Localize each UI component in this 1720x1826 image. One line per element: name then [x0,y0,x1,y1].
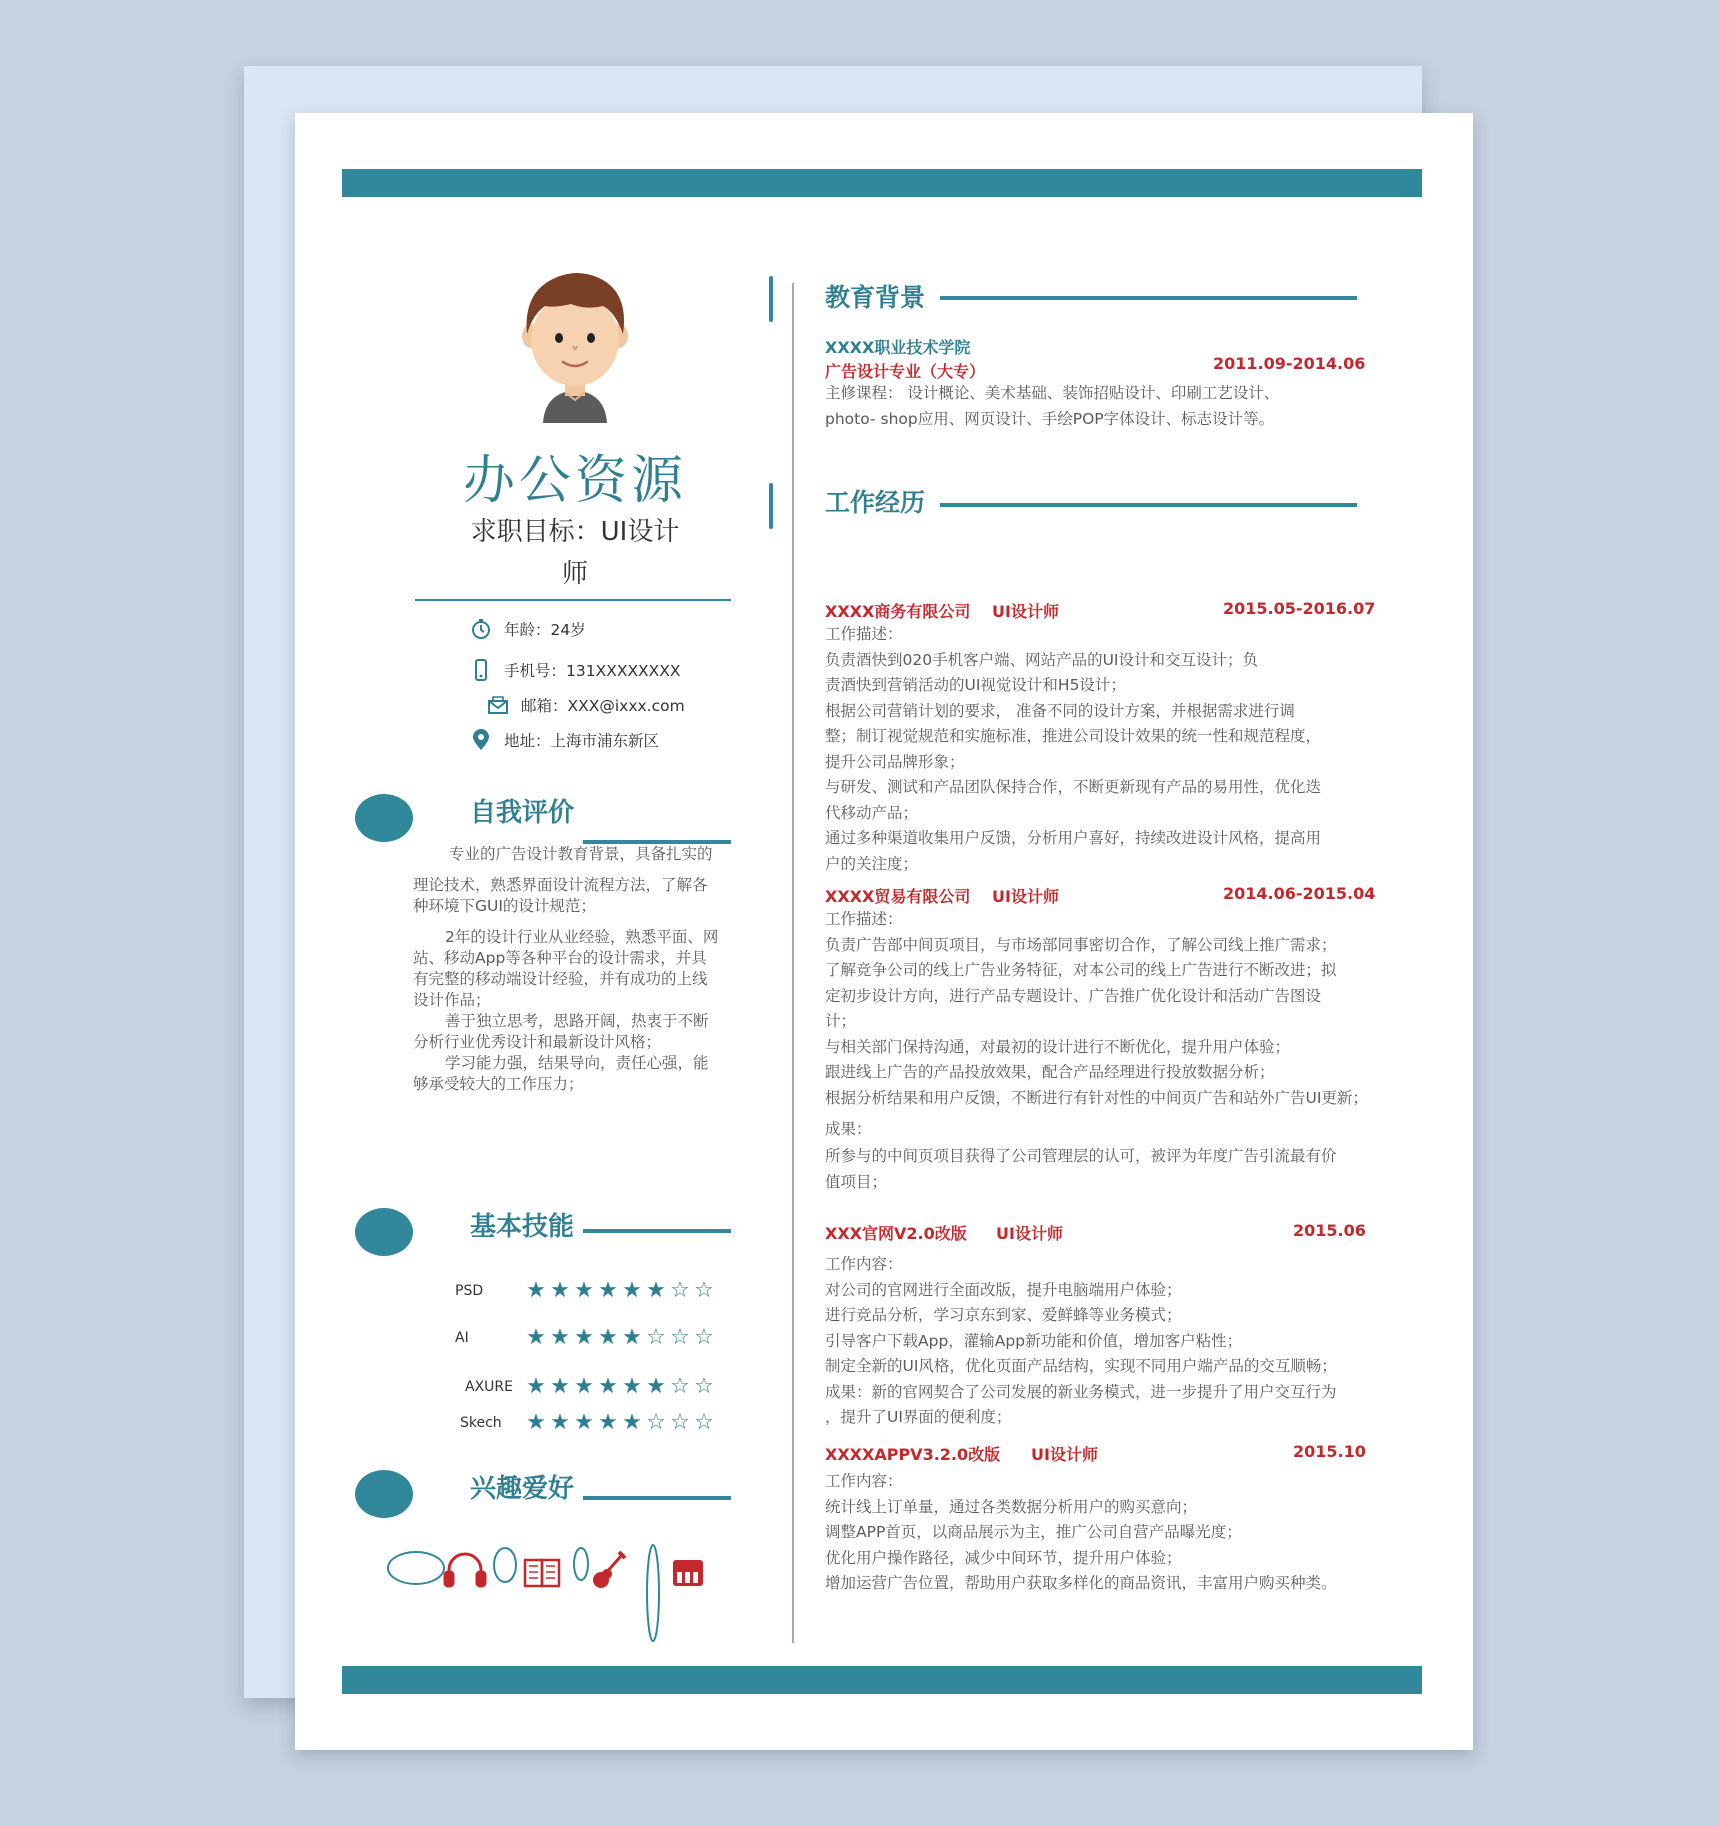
job-result-line: 所参与的中间页项目获得了公司管理层的认可，被评为年度广告引流最有价 [825,1147,1337,1165]
guitar-icon [593,1552,625,1588]
self-eval-line-1: 理论技术，熟悉界面设计流程方法，了解各 [413,876,708,894]
hobby-decor-oval [388,1552,444,1584]
job-goal [455,511,695,595]
candidate-name: 办公资源 [462,451,687,511]
age-text: 年龄：24岁 [504,621,586,639]
star-filled-icon: ★ [646,1374,666,1399]
star-filled-icon: ★ [598,1278,618,1303]
bottom-bar [342,1666,1422,1694]
skill-rating [525,1280,715,1302]
education-title: 教育背景 [825,283,926,312]
job-result-label: 成果： [825,1120,872,1138]
courses-line: 主修课程： 设计概论、美术基础、装饰招贴设计、印刷工艺设计、 [825,384,1280,402]
self-eval-line-4: 站、移动App等各种平台的设计需求，并具 [413,949,707,967]
job-line: 提升公司品牌形象； [825,752,965,771]
job-line: 计； [825,1012,857,1030]
star-filled-icon: ★ [622,1325,642,1350]
avatar [515,268,635,423]
hobbies-line [583,1496,731,1500]
job-line: 调整APP首页，以商品展示为主，推广公司自营产品曝光度； [825,1523,1242,1541]
job-result [825,1144,1385,1195]
courses [825,381,1385,432]
job-line: 与相关部门保持沟通，对最初的设计进行不断优化，提升用户体验； [825,1037,1291,1056]
skill-row [455,1280,715,1302]
self-eval-line-2: 种环境下GUI的设计规范； [413,897,596,915]
skill-row [455,1327,715,1349]
skill-name: AI [455,1330,469,1346]
job-header [825,884,1385,907]
skills-marker [355,1208,413,1256]
self-eval-line-10: 够承受较大的工作压力； [413,1075,584,1093]
self-eval-line-3: 2年的设计行业从业经验，熟悉平面、网 [445,928,719,946]
job-description [825,907,1385,1111]
skill-rating [525,1327,715,1349]
self-eval-marker [355,794,413,842]
star-filled-icon: ★ [550,1374,570,1399]
age-row [470,618,586,640]
job-header [825,599,1385,622]
phone-icon [470,659,492,681]
job-line: 代移动产品； [825,803,919,822]
self-eval-line-6: 设计作品； [413,991,491,1009]
job-line: 通过多种渠道收集用户反馈，分析用户喜好，持续改进设计风格，提高用 [825,829,1322,847]
headphones-icon [445,1554,485,1586]
job-header [825,1221,1385,1244]
star-filled-icon: ★ [646,1278,666,1303]
email-row [487,694,685,716]
job-line: 进行竞品分析，学习京东到家、爱鲜蜂等业务模式； [825,1306,1182,1324]
job-header [825,1442,1385,1465]
courses-line: photo- shop应用、网页设计、手绘POP字体设计、标志设计等。 [825,409,1275,428]
skill-row [460,1412,715,1434]
star-empty-icon: ☆ [670,1374,690,1399]
job-line: 成果：新的官网契合了公司发展的新业务模式，进一步提升了用户交互行为 [825,1382,1337,1401]
job-line: ，提升了UI界面的便利度； [825,1408,1012,1426]
work-title: 工作经历 [825,488,926,517]
self-eval-line-8: 分析行业优秀设计和最新设计风格； [413,1033,662,1051]
self-eval-title: 自我评价 [470,798,575,828]
piano-icon [673,1560,703,1586]
star-filled-icon: ★ [550,1410,570,1435]
star-empty-icon: ☆ [694,1410,714,1435]
job-company: XXXXAPPV3.2.0改版 [825,1445,1001,1464]
job-date: 2015.06 [1293,1221,1366,1240]
job-line: 增加运营广告位置，帮助用户获取多样化的商品资讯，丰富用户购买种类。 [825,1574,1337,1592]
star-empty-icon: ☆ [694,1278,714,1303]
star-filled-icon: ★ [574,1325,594,1350]
skill-name: AXURE [465,1379,513,1395]
star-filled-icon: ★ [550,1278,570,1303]
star-filled-icon: ★ [526,1410,546,1435]
job-date: 2015.10 [1293,1442,1366,1461]
star-filled-icon: ★ [622,1374,642,1399]
profile-divider [415,599,731,601]
phone-text: 手机号：131XXXXXXXX [504,662,681,680]
job-line: 工作描述： [825,910,903,928]
phone-row [470,659,681,681]
star-empty-icon: ☆ [694,1374,714,1399]
job-description [825,1469,1385,1597]
job-company: XXXX贸易有限公司 [825,887,971,906]
star-filled-icon: ★ [574,1374,594,1399]
job-line: 与研发、测试和产品团队保持合作，不断更新现有产品的易用性，优化迭 [825,778,1322,796]
star-empty-icon: ☆ [670,1325,690,1350]
clock-icon [470,618,492,640]
major: 广告设计专业（大专） [825,362,986,381]
star-filled-icon: ★ [598,1325,618,1350]
mail-icon [487,694,509,716]
job-line: 工作描述： [825,625,903,643]
star-empty-icon: ☆ [670,1410,690,1435]
skill-rating [525,1412,715,1434]
address-text: 地址：上海市浦东新区 [504,732,660,750]
star-filled-icon: ★ [598,1410,618,1435]
star-empty-icon: ☆ [646,1410,666,1435]
work-line [940,503,1357,507]
work-timeline-marker [769,483,773,529]
hobby-decor-oval [494,1548,516,1582]
star-filled-icon: ★ [622,1278,642,1303]
skills-line [583,1229,731,1233]
job-line: 整；制订视觉规范和实施标准，推进公司设计效果的统一性和规范程度， [825,727,1322,745]
book-icon [525,1560,559,1586]
self-eval-line-9: 学习能力强，结果导向，责任心强，能 [445,1054,709,1072]
resume-page [295,113,1473,1750]
job-line: 户的关注度； [825,854,919,873]
star-empty-icon: ☆ [646,1325,666,1350]
job-date: 2015.05-2016.07 [1223,599,1376,618]
job-description [825,1252,1385,1431]
job-line: 优化用户操作路径，减少中间环节，提升用户体验； [825,1548,1182,1567]
star-filled-icon: ★ [526,1325,546,1350]
job-line: 责酒快到营销活动的UI视觉设计和H5设计； [825,676,1126,694]
job-line: 引导客户下载App，灌输App新功能和价值，增加客户粘性； [825,1331,1243,1350]
job-line: 工作内容： [825,1255,903,1273]
timeline-line [792,283,794,1643]
star-filled-icon: ★ [622,1410,642,1435]
job-role: UI设计师 [996,1224,1063,1243]
skill-row [465,1376,715,1398]
job-line: 负责广告部中间页项目，与市场部同事密切合作，了解公司线上推广需求； [825,935,1337,954]
job-line: 工作内容： [825,1472,903,1490]
job-role: UI设计师 [992,887,1059,906]
job-result-line: 值项目； [825,1172,888,1191]
star-filled-icon: ★ [574,1278,594,1303]
job-line: 定初步设计方向，进行产品专题设计、广告推广优化设计和活动广告图设 [825,986,1322,1005]
star-filled-icon: ★ [574,1410,594,1435]
hobby-decor-oval [647,1545,659,1641]
star-empty-icon: ☆ [670,1278,690,1303]
job-line: 统计线上订单量，通过各类数据分析用户的购买意向； [825,1497,1198,1516]
job-line: 根据公司营销计划的要求， 准备不同的设计方案，并根据需求进行调 [825,701,1295,720]
job-role: UI设计师 [1031,1445,1098,1464]
location-icon [470,729,492,751]
address-row [470,729,659,751]
hobby-decor-oval [574,1548,588,1580]
self-eval-line-7: 善于独立思考，思路开阔，热衷于不断 [445,1012,709,1030]
education-date: 2011.09-2014.06 [1213,354,1366,373]
star-filled-icon: ★ [526,1374,546,1399]
self-eval-line-0: 专业的广告设计教育背景，具备扎实的 [449,845,713,863]
self-eval-text [413,844,733,1095]
job-line: 跟进线上广告的产品投放效果，配合产品经理进行投放数据分析； [825,1063,1275,1081]
star-filled-icon: ★ [526,1278,546,1303]
job-date: 2014.06-2015.04 [1223,884,1376,903]
star-filled-icon: ★ [550,1325,570,1350]
job-company: XXX官网V2.0改版 [825,1224,967,1243]
job-description [825,622,1385,877]
job-line: 制定全新的UI风格，优化页面产品结构，实现不同用户端产品的交互顺畅； [825,1357,1337,1375]
job-goal-line1: 求职目标：UI设计 [470,517,680,547]
edu-timeline-marker [769,276,773,322]
skill-rating [525,1376,715,1398]
hobbies-marker [355,1470,413,1518]
skills-title: 基本技能 [470,1212,575,1242]
job-role: UI设计师 [992,602,1059,621]
school-name: XXXX职业技术学院 [825,338,971,357]
job-line: 负责酒快到020手机客户端、网站产品的UI设计和交互设计；负 [825,650,1259,669]
skill-name: Skech [460,1415,502,1431]
star-filled-icon: ★ [598,1374,618,1399]
job-line: 了解竞争公司的线上广告业务特征，对本公司的线上广告进行不断改进；拟 [825,961,1337,979]
hobbies-icons [385,1538,745,1648]
self-eval-line-5: 有完整的移动端设计经验，并有成功的上线 [413,970,708,988]
education-line [940,296,1357,300]
skill-name: PSD [455,1283,484,1299]
job-goal-line2: 师 [561,559,588,589]
job-line: 根据分析结果和用户反馈，不断进行有针对性的中间页广告和站外广告UI更新； [825,1088,1368,1107]
email-text: 邮箱：XXX@ixxx.com [521,697,685,715]
star-empty-icon: ☆ [694,1325,714,1350]
job-line: 对公司的官网进行全面改版，提升电脑端用户体验； [825,1280,1182,1299]
hobbies-title: 兴趣爱好 [470,1474,575,1504]
top-bar [342,169,1422,197]
job-company: XXXX商务有限公司 [825,602,971,621]
